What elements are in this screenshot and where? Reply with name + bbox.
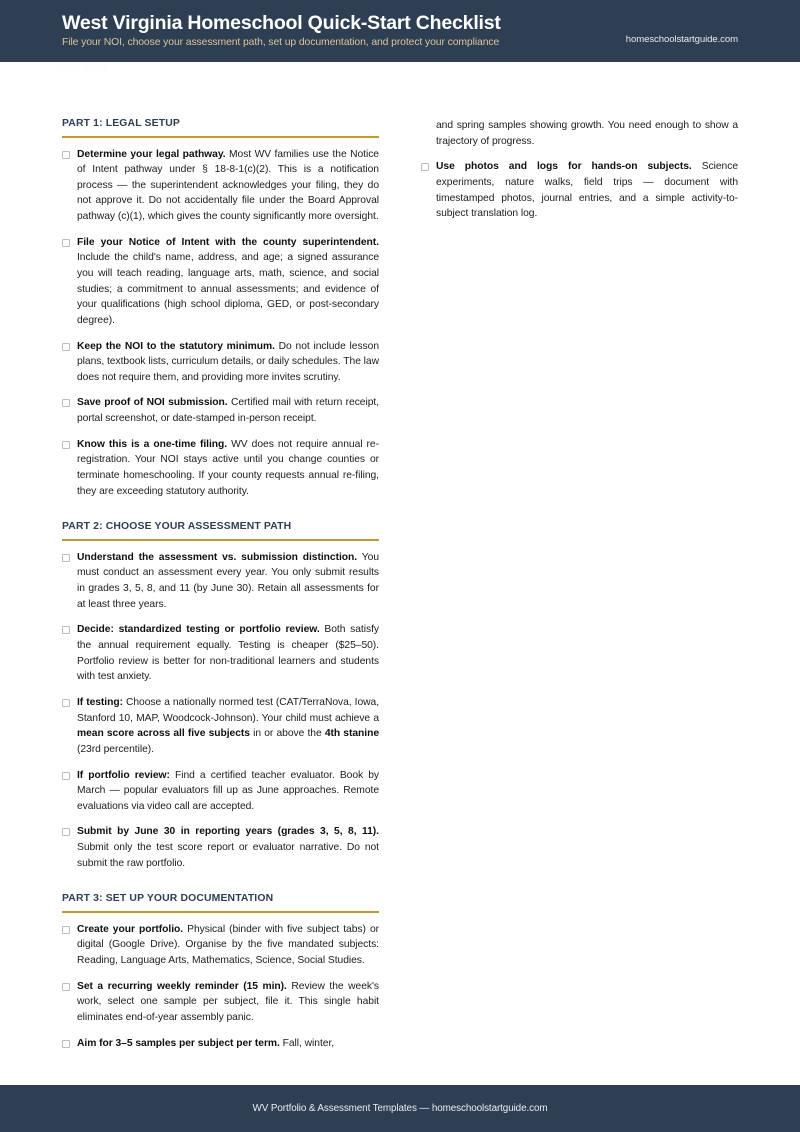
checklist-item-lead: Aim for 3–5 samples per subject per term.	[77, 1037, 280, 1049]
checklist-item[interactable]	[62, 1036, 379, 1052]
checklist-item-text	[77, 622, 379, 685]
checklist-item-lead: Set a recurring weekly reminder (15 min).	[77, 980, 287, 992]
checklist-item[interactable]	[62, 979, 379, 1026]
checkbox-icon[interactable]	[62, 772, 70, 780]
checklist-item-text	[77, 339, 379, 386]
checklist-item-lead: If testing:	[77, 696, 123, 708]
section-header-part-3	[62, 893, 379, 913]
checklist-item-body: Both satisfy the annual requirement equally. Testing is cheaper ($25–50). Portfolio review is better for non-traditional learners and students with test anxiety.	[77, 624, 379, 683]
checklist-item-text	[77, 922, 379, 969]
section-divider	[62, 911, 379, 913]
checklist-item[interactable]	[421, 159, 738, 222]
checkbox-icon[interactable]	[62, 239, 70, 247]
checklist-item-text	[77, 550, 379, 613]
checklist-item-body: You must conduct an assessment every year. You only submit results in grades 3, 5, 8, and 11 (by June 30). Retain all assessments for at least three years.	[77, 551, 379, 610]
continued-item-text: and spring samples showing growth. You need enough to show a trajectory of progress.	[436, 120, 738, 147]
checkbox-icon[interactable]	[62, 554, 70, 562]
checklist-content	[0, 118, 800, 1085]
checklist-item-lead: Submit by June 30 in reporting years (grades 3, 5, 8, 11).	[77, 826, 379, 838]
section-title: PART 1: LEGAL SETUP	[62, 118, 180, 129]
checklist-item-body: Do not include lesson plans, textbook lists, curriculum details, or daily schedules. The law does not require them, and providing more invites scrutiny.	[77, 340, 379, 383]
checklist-item[interactable]	[62, 622, 379, 685]
checklist-item-body: Most WV families use the Notice of Intent pathway under § 18-8-1(c)(2). This is a notification process — the superintendent acknowledges your filing, they do not approve it. Do not accidentally file under the Board Approval pathway (c)(1), which gives the county significantly more oversight.	[77, 148, 379, 223]
section-header-part-1	[62, 118, 379, 138]
checklist-item[interactable]	[62, 922, 379, 969]
page-subtitle: File your NOI, choose your assessment path, set up documentation, and protect your compliance	[62, 37, 500, 49]
checklist-item[interactable]	[62, 768, 379, 815]
page-title: West Virginia Homeschool Quick-Start Checklist	[62, 12, 501, 35]
checklist-item[interactable]	[62, 147, 379, 225]
checklist-item-text	[77, 147, 379, 225]
checklist-item-text	[77, 695, 379, 758]
checklist-item-body: WV does not require annual re-registration. Your NOI stays active until you change counties or terminate homeschooling. If your county requests annual re-filing, they are exceeding statutory authority.	[77, 438, 379, 497]
section-divider	[62, 136, 379, 138]
checklist-item-body: Find a certified teacher evaluator. Book by March — popular evaluators fill up as June approaches. Remote evaluations via video call are accepted.	[77, 769, 379, 812]
checklist-item-body: Physical (binder with five subject tabs) or digital (Google Drive). Organise by the five mandated subjects: Reading, Language Arts, Mathematics, Science, Social Studies.	[77, 923, 379, 967]
checklist-item-emphasis-2: 4th stanine	[324, 728, 380, 740]
checklist-item-text	[77, 768, 379, 815]
checklist-item[interactable]	[62, 824, 379, 871]
checklist-item-body-3: (23rd percentile).	[77, 743, 154, 755]
checkbox-icon[interactable]	[62, 983, 70, 991]
checklist-item-body: Review the week's work, select one sample per subject, file it. This single habit eliminates end-of-year assembly panic.	[77, 980, 379, 1024]
checklist-item-lead: Save proof of NOI submission.	[77, 397, 228, 409]
checkbox-icon[interactable]	[62, 1040, 70, 1048]
checklist-item-text	[77, 979, 379, 1026]
checklist-item-body: Include the child's name, address, and age; a signed assurance you will teach reading, language arts, math, science, and social studies; a commitment to annual assessments; and evidence of your qualifications (high school diploma, GED, or post-secondary degree).	[77, 252, 379, 326]
checklist-item-lead: File your Notice of Intent with the county superintendent.	[77, 236, 379, 248]
page-footer	[0, 1085, 800, 1132]
page-header	[0, 0, 800, 62]
checklist-item-body: Choose a nationally normed test (CAT/TerraNova, Iowa, Stanford 10, MAP, Woodcock-Johnson). Your child must achieve a	[77, 696, 379, 724]
header-site-url: homeschoolstartguide.com	[625, 34, 738, 45]
checkbox-icon[interactable]	[62, 151, 70, 159]
checklist-item-text	[436, 159, 738, 222]
checkbox-icon[interactable]	[62, 699, 70, 707]
checkbox-icon[interactable]	[62, 343, 70, 351]
header-text-group	[62, 12, 501, 50]
checkbox-icon[interactable]	[62, 828, 70, 836]
checklist-item-text	[77, 824, 379, 871]
checklist-item-body: Submit only the test score report or evaluator narrative. Do not submit the raw portfolio.	[77, 842, 379, 869]
checklist-item-lead: If portfolio review:	[77, 769, 170, 781]
section-divider	[62, 539, 379, 541]
checkbox-icon[interactable]	[421, 163, 429, 171]
checklist-item-lead: Determine your legal pathway.	[77, 148, 226, 160]
checklist-item-text	[77, 437, 379, 500]
checklist-item-lead: Create your portfolio.	[77, 923, 184, 935]
section-header-part-2	[62, 521, 379, 541]
checklist-item-lead: Know this is a one-time filing.	[77, 438, 228, 450]
checklist-item-emphasis: mean score across all five subjects	[77, 728, 250, 740]
checkbox-icon[interactable]	[62, 626, 70, 634]
watermark-text: WV NOI	[58, 62, 107, 77]
checkbox-icon[interactable]	[62, 926, 70, 934]
checklist-item-body: Fall, winter,	[279, 1037, 335, 1049]
checklist-item[interactable]	[62, 550, 379, 613]
checklist-item-text	[77, 395, 379, 426]
checklist-item-body: Science experiments, nature walks, field trips — document with timestamped photos, journal entries, and a simple activity-to-subject translation log.	[436, 161, 739, 220]
checklist-item[interactable]	[62, 235, 379, 329]
checkbox-icon[interactable]	[62, 399, 70, 407]
checkbox-icon[interactable]	[62, 441, 70, 449]
checklist-item-lead: Understand the assessment vs. submission distinction.	[77, 551, 358, 563]
checklist-item[interactable]	[62, 695, 379, 758]
checklist-item-lead: Decide: standardized testing or portfolio review.	[77, 624, 320, 636]
section-title: PART 2: CHOOSE YOUR ASSESSMENT PATH	[62, 521, 292, 533]
checklist-item-lead: Keep the NOI to the statutory minimum.	[77, 340, 275, 352]
checklist-item[interactable]	[62, 437, 379, 500]
section-title: PART 3: SET UP YOUR DOCUMENTATION	[62, 893, 274, 905]
checklist-item[interactable]	[62, 339, 379, 386]
checklist-item-text	[77, 1036, 379, 1052]
checklist-item[interactable]	[62, 395, 379, 426]
checklist-item-text	[77, 235, 379, 329]
footer-text: WV Portfolio & Assessment Templates — homeschoolstartguide.com	[252, 1103, 548, 1114]
checklist-item-body: Certified mail with return receipt, portal screenshot, or date-stamped in-person receipt.	[77, 397, 380, 425]
checklist-item-lead: Use photos and logs for hands-on subjects.	[436, 161, 692, 173]
checklist-item-body-2: in or above the	[249, 728, 325, 740]
